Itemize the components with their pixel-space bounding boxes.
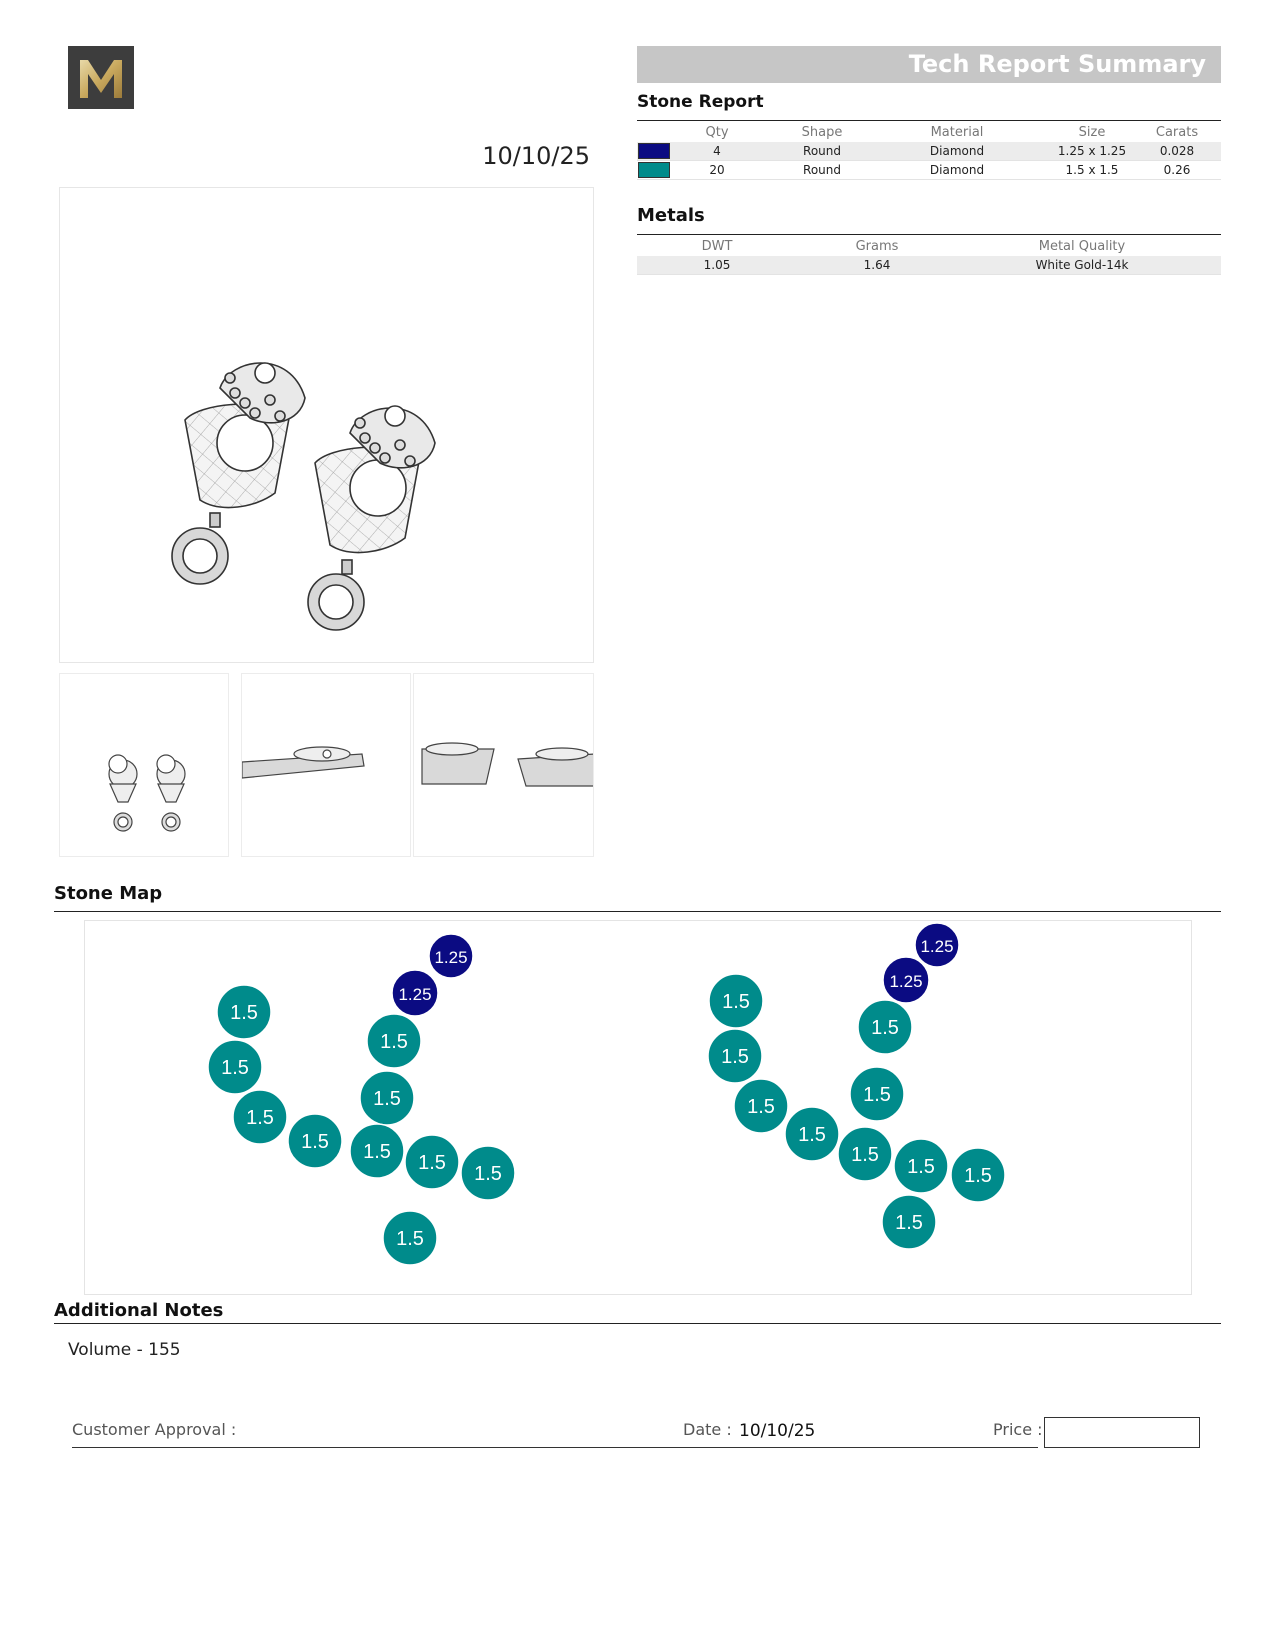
- metal-row: [637, 256, 1221, 275]
- stone-marker: [461, 1146, 515, 1200]
- stone-marker: [405, 1135, 459, 1189]
- stone-size-label: 1.5: [474, 1163, 502, 1185]
- stone-report-table: [637, 123, 1221, 180]
- stone-material: Diamond: [929, 163, 985, 177]
- approval-date-value: 10/10/25: [739, 1421, 816, 1441]
- earring-left: [172, 363, 305, 584]
- stone-size: 1.5 x 1.5: [1065, 163, 1119, 177]
- stone-marker: [350, 1124, 404, 1178]
- column-header-metal-quality: Metal Quality: [1038, 239, 1126, 254]
- stone-size-label: 1.5: [907, 1156, 935, 1178]
- stone-row: [637, 161, 1221, 180]
- stone-marker: [915, 923, 959, 967]
- stone-size-label: 1.5: [747, 1096, 775, 1118]
- metals-title: Metals: [637, 205, 705, 226]
- stone-size-label: 1.5: [722, 991, 750, 1013]
- stone-marker: [858, 1000, 912, 1054]
- company-logo: [68, 46, 134, 109]
- column-header-grams: Grams: [855, 239, 899, 254]
- column-header-shape: Shape: [801, 125, 843, 140]
- stone-size: 1.25 x 1.25: [1057, 144, 1127, 158]
- stone-size-label: 1.5: [380, 1031, 408, 1053]
- metals-header-row: [637, 237, 1221, 256]
- stone-map-rule: [54, 911, 1221, 912]
- stone-size-label: 1.25: [920, 937, 954, 956]
- stone-marker: [392, 970, 438, 1016]
- column-header-qty: Qty: [705, 125, 729, 140]
- stone-size-label: 1.25: [889, 972, 923, 991]
- stone-marker: [233, 1090, 287, 1144]
- stone-qty: 20: [709, 163, 725, 177]
- stone-marker: [708, 1029, 762, 1083]
- stone-material: Diamond: [929, 144, 985, 158]
- stone-size-label: 1.5: [373, 1088, 401, 1110]
- document-date: 10/10/25: [482, 142, 590, 170]
- stone-size-label: 1.5: [721, 1046, 749, 1068]
- stone-marker: [383, 1211, 437, 1265]
- stone-color-swatch: [638, 162, 670, 178]
- thumbnail-side-view-pair[interactable]: [413, 673, 594, 857]
- stone-marker: [709, 974, 763, 1028]
- stone-map: [84, 920, 1192, 1295]
- stone-marker: [734, 1079, 788, 1133]
- stone-size-label: 1.5: [871, 1017, 899, 1039]
- stone-carats: 0.26: [1163, 163, 1191, 177]
- stone-size-label: 1.25: [398, 985, 432, 1004]
- stone-marker: [838, 1127, 892, 1181]
- stone-size-label: 1.5: [851, 1144, 879, 1166]
- stone-size-label: 1.5: [798, 1124, 826, 1146]
- metals-rule: [637, 234, 1221, 235]
- price-field[interactable]: [1044, 1417, 1200, 1448]
- logo-m-mark: [76, 56, 126, 100]
- metal-quality: White Gold-14k: [1035, 258, 1129, 272]
- stone-report-rule: [637, 120, 1221, 121]
- report-title: Tech Report Summary: [908, 50, 1206, 78]
- stone-report-header-row: [637, 123, 1221, 142]
- metal-grams: 1.64: [863, 258, 891, 272]
- volume-note: Volume - 155: [68, 1340, 181, 1360]
- price-label: Price :: [993, 1420, 1043, 1439]
- stone-size-label: 1.5: [221, 1057, 249, 1079]
- column-header-material: Material: [930, 125, 984, 140]
- metals-table: [637, 237, 1221, 275]
- report-title-banner: [637, 46, 1221, 83]
- stone-size-label: 1.5: [863, 1084, 891, 1106]
- stone-qty: 4: [713, 144, 721, 158]
- column-header-size: Size: [1078, 125, 1106, 140]
- stone-marker: [367, 1014, 421, 1068]
- stone-marker: [894, 1139, 948, 1193]
- main-product-image: [59, 187, 594, 663]
- stone-size-label: 1.5: [246, 1107, 274, 1129]
- additional-notes-rule: [54, 1323, 1221, 1324]
- earring-right: [308, 406, 435, 630]
- stone-marker: [208, 1040, 262, 1094]
- column-header-dwt: DWT: [701, 239, 733, 254]
- stone-size-label: 1.5: [418, 1152, 446, 1174]
- stone-size-label: 1.5: [396, 1228, 424, 1250]
- stone-marker: [217, 985, 271, 1039]
- stone-size-label: 1.5: [964, 1165, 992, 1187]
- stone-size-label: 1.5: [230, 1002, 258, 1024]
- stone-size-label: 1.5: [301, 1131, 329, 1153]
- stone-marker: [360, 1071, 414, 1125]
- stone-marker: [883, 957, 929, 1003]
- stone-marker: [785, 1107, 839, 1161]
- stone-map-diagram: [85, 921, 1193, 1296]
- stone-marker: [288, 1114, 342, 1168]
- stone-marker: [850, 1067, 904, 1121]
- stone-shape: Round: [803, 163, 841, 177]
- stone-row: [637, 142, 1221, 161]
- column-header-carats: Carats: [1155, 125, 1199, 140]
- additional-notes-title: Additional Notes: [54, 1300, 224, 1321]
- thumbnail-front-view[interactable]: [59, 673, 229, 857]
- stone-marker: [429, 934, 473, 978]
- thumbnail-side-view[interactable]: [241, 673, 411, 857]
- approval-date-label: Date :: [683, 1420, 732, 1439]
- customer-approval-label: Customer Approval :: [72, 1420, 237, 1439]
- stone-carats: 0.028: [1159, 144, 1195, 158]
- stone-size-label: 1.25: [434, 948, 468, 967]
- customer-signature-line[interactable]: [72, 1447, 1038, 1448]
- stone-color-swatch: [638, 143, 670, 159]
- stone-map-title: Stone Map: [54, 883, 163, 904]
- stone-marker: [882, 1195, 936, 1249]
- metal-dwt: 1.05: [703, 258, 731, 272]
- stone-size-label: 1.5: [363, 1141, 391, 1163]
- stone-size-label: 1.5: [895, 1212, 923, 1234]
- stone-report-title: Stone Report: [637, 92, 764, 112]
- stone-marker: [951, 1148, 1005, 1202]
- stone-shape: Round: [803, 144, 841, 158]
